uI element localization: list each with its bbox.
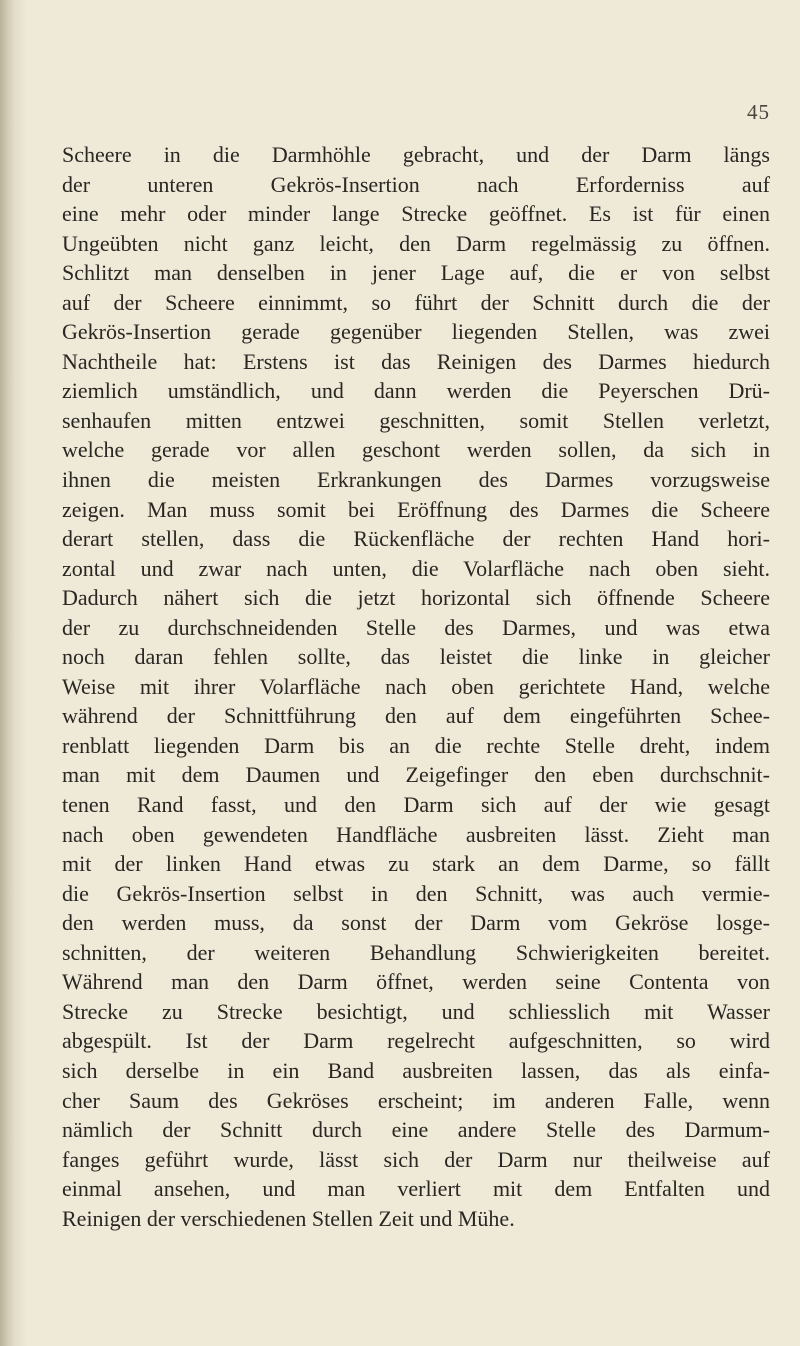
page-gutter [0, 0, 14, 1346]
text-line: derart stellen, dass die Rückenfläche der rechten Hand hori- [62, 526, 770, 552]
text-line: die Gekrös-Insertion selbst in den Schnitt, was auch vermie- [62, 880, 770, 906]
text-line: Dadurch nähert sich die jetzt horizontal sich öffnende Scheere [62, 585, 770, 611]
text-line: zontal und zwar nach unten, die Volarfläche nach oben sieht. [62, 555, 770, 581]
text-line: nämlich der Schnitt durch eine andere Stelle des Darmum- [62, 1117, 770, 1143]
page-number: 45 [747, 100, 770, 124]
text-line: der unteren Gekrös-Insertion nach Erforderniss auf [62, 171, 770, 197]
text-line: Reinigen der verschiedenen Stellen Zeit und Mühe. [62, 1205, 515, 1231]
text-line: Schlitzt man denselben in jener Lage auf, die er von selbst [62, 260, 770, 286]
text-line: Nachtheile hat: Erstens ist das Reinigen des Darmes hiedurch [62, 348, 770, 374]
text-line: auf der Scheere einnimmt, so führt der Schnitt durch die der [62, 289, 770, 315]
text-line: tenen Rand fasst, und den Darm sich auf der wie gesagt [62, 792, 770, 818]
text-line: den werden muss, da sonst der Darm vom Gekröse losge- [62, 910, 770, 936]
text-line: noch daran fehlen sollte, das leistet die linke in gleicher [62, 644, 770, 670]
body-text [62, 140, 770, 1233]
text-line: ziemlich umständlich, und dann werden die Peyerschen Drü- [62, 378, 770, 404]
text-line: cher Saum des Gekröses erscheint; im anderen Falle, wenn [62, 1087, 770, 1113]
text-line: Während man den Darm öffnet, werden seine Contenta von [62, 969, 770, 995]
text-line: Scheere in die Darmhöhle gebracht, und der Darm längs [62, 142, 770, 167]
text-line: Weise mit ihrer Volarfläche nach oben gerichtete Hand, welche [62, 673, 770, 699]
text-line: ihnen die meisten Erkrankungen des Darmes vorzugsweise [62, 467, 770, 493]
text-line: Strecke zu Strecke besichtigt, und schliesslich mit Wasser [62, 998, 770, 1024]
text-line: einmal ansehen, und man verliert mit dem Entfalten und [62, 1176, 770, 1202]
text-line: zeigen. Man muss somit bei Eröffnung des Darmes die Scheere [62, 496, 770, 522]
text-line: Gekrös-Insertion gerade gegenüber liegenden Stellen, was zwei [62, 319, 770, 345]
text-line: welche gerade vor allen geschont werden sollen, da sich in [62, 437, 770, 463]
text-line: mit der linken Hand etwas zu stark an dem Darme, so fällt [62, 851, 770, 877]
text-line: man mit dem Daumen und Zeigefinger den eben durchschnit- [62, 762, 770, 788]
text-line: fanges geführt wurde, lässt sich der Darm nur theilweise auf [62, 1146, 770, 1172]
text-line: der zu durchschneidenden Stelle des Darmes, und was etwa [62, 614, 770, 640]
text-line: nach oben gewendeten Handfläche ausbreiten lässt. Zieht man [62, 821, 770, 847]
text-line: renblatt liegenden Darm bis an die rechte Stelle dreht, indem [62, 732, 770, 758]
text-line: während der Schnittführung den auf dem eingeführten Schee- [62, 703, 770, 729]
text-line: Ungeübten nicht ganz leicht, den Darm regelmässig zu öffnen. [62, 230, 770, 256]
text-line: sich derselbe in ein Band ausbreiten lassen, das als einfa- [62, 1057, 770, 1083]
text-line: schnitten, der weiteren Behandlung Schwierigkeiten bereitet. [62, 939, 770, 965]
text-line: eine mehr oder minder lange Strecke geöffnet. Es ist für einen [62, 201, 770, 227]
text-line: abgespült. Ist der Darm regelrecht aufgeschnitten, so wird [62, 1028, 770, 1054]
text-line: senhaufen mitten entzwei geschnitten, somit Stellen verletzt, [62, 407, 770, 433]
